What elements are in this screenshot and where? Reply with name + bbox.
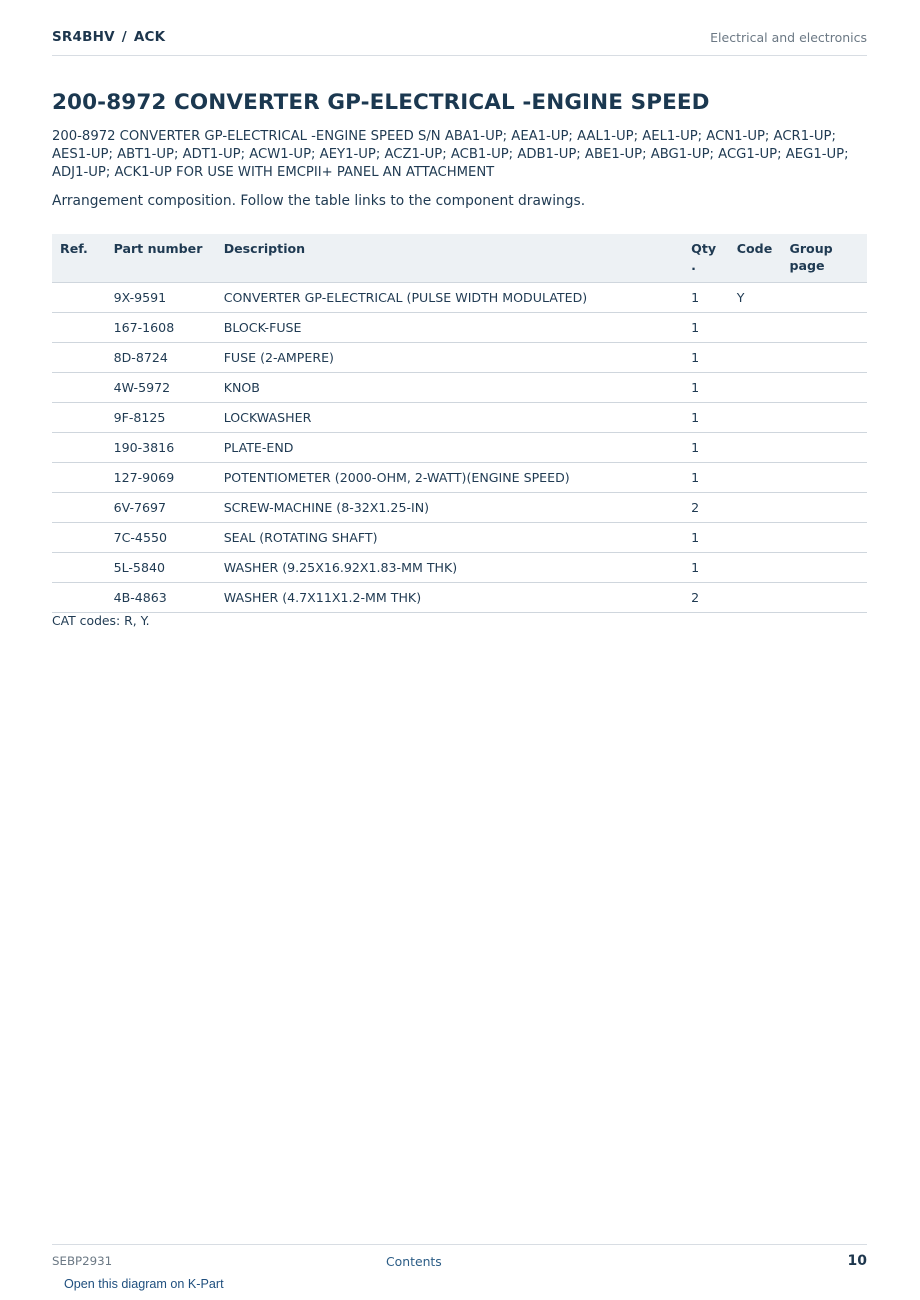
cell-part-number: 7C-4550 [114,523,224,553]
cell-ref [52,583,114,613]
page-number: 10 [847,1253,867,1269]
cell-description: LOCKWASHER [224,403,691,433]
cell-group-page [790,343,868,373]
table-row [52,523,867,553]
cell-code [737,403,790,433]
table-row [52,583,867,613]
breadcrumb-model: SR4BHV [52,29,115,45]
page-title: 200-8972 CONVERTER GP-ELECTRICAL -ENGINE SPEED [52,90,710,115]
cell-code [737,433,790,463]
parts-table-header [52,234,867,283]
serial-applicability: 200-8972 CONVERTER GP-ELECTRICAL -ENGINE SPEED S/N ABA1-UP; AEA1-UP; AAL1-UP; AEL1-UP; ACN1-UP; ACR1-UP; AES1-UP; ABT1-UP; ADT1-UP; ACW1-UP; AEY1-UP; ACZ1-UP; ACB1-UP; ADB1-UP; ABE1-UP; ABG1-UP; ACG1-UP; AEG1-UP; ADJ1-UP; ACK1-UP FOR USE WITH EMCPII+ PANEL AN ATTACHMENT [52,129,849,180]
cell-part-number: 190-3816 [114,433,224,463]
cell-code [737,313,790,343]
cell-description: KNOB [224,373,691,403]
cell-qty: 2 [691,493,737,523]
cell-code: Y [737,283,790,313]
cell-group-page [790,523,868,553]
cell-part-number: 6V-7697 [114,493,224,523]
breadcrumb-arrangement: ACK [133,29,166,45]
table-row [52,553,867,583]
table-row [52,283,867,313]
cell-qty: 1 [691,433,737,463]
parts-table [52,234,867,613]
cell-description: POTENTIOMETER (2000-OHM, 2-WATT)(ENGINE SPEED) [224,463,691,493]
header-qty [691,234,737,283]
header-group-page-label: Group page [789,241,833,273]
cell-qty: 1 [691,553,737,583]
cell-description: BLOCK-FUSE [224,313,691,343]
table-row [52,463,867,493]
cell-qty: 2 [691,583,737,613]
table-row [52,343,867,373]
cell-qty: 1 [691,403,737,433]
cell-part-number: 9F-8125 [114,403,224,433]
breadcrumb-separator: / [121,29,127,45]
cell-group-page [790,433,868,463]
cell-qty: 1 [691,313,737,343]
cell-code [737,373,790,403]
cell-group-page [790,373,868,403]
cell-ref [52,313,114,343]
open-kpart-link[interactable]: Open this diagram on K-Part [64,1277,224,1291]
cell-qty: 1 [691,373,737,403]
cat-codes: CAT codes: R, Y. [52,613,150,628]
cell-code [737,553,790,583]
cell-group-page [790,403,868,433]
table-row [52,493,867,523]
cell-code [737,463,790,493]
cell-code [737,343,790,373]
cell-part-number: 9X-9591 [114,283,224,313]
parts-table-body [52,283,867,613]
page [52,0,867,1300]
cell-qty: 1 [691,283,737,313]
cell-group-page [790,493,868,523]
cell-part-number: 4B-4863 [114,583,224,613]
cell-description: SCREW-MACHINE (8-32X1.25-IN) [224,493,691,523]
contents-link[interactable]: Contents [386,1254,442,1269]
table-row [52,403,867,433]
cell-ref [52,373,114,403]
intro-text: Arrangement composition. Follow the table links to the component drawings. [52,193,586,209]
cell-ref [52,493,114,523]
document-id: SEBP2931 [52,1254,113,1268]
cell-qty: 1 [691,523,737,553]
header-code: Code [737,234,790,283]
cell-description: WASHER (9.25X16.92X1.83-MM THK) [224,553,691,583]
table-row [52,313,867,343]
header-group-page [790,234,868,283]
cell-part-number: 167-1608 [114,313,224,343]
cell-code [737,523,790,553]
cell-description: SEAL (ROTATING SHAFT) [224,523,691,553]
cell-part-number: 4W-5972 [114,373,224,403]
cell-group-page [790,313,868,343]
cell-group-page [790,553,868,583]
cell-group-page [790,283,868,313]
cell-ref [52,343,114,373]
cell-ref [52,523,114,553]
cell-description: FUSE (2-AMPERE) [224,343,691,373]
section-name: Electrical and electronics [710,30,867,45]
cell-qty: 1 [691,463,737,493]
cell-description: WASHER (4.7X11X1.2-MM THK) [224,583,691,613]
cell-ref [52,283,114,313]
cell-description: PLATE-END [224,433,691,463]
header-qty-label: Qty . [691,241,717,273]
cell-part-number: 5L-5840 [114,553,224,583]
cell-ref [52,463,114,493]
cell-code [737,583,790,613]
table-row [52,433,867,463]
page-footer [52,1244,867,1291]
cell-qty: 1 [691,343,737,373]
page-header [52,28,867,56]
cell-ref [52,553,114,583]
header-ref: Ref. [52,234,114,283]
cell-group-page [790,583,868,613]
cell-code [737,493,790,523]
header-description: Description [224,234,691,283]
cell-ref [52,403,114,433]
header-part-number: Part number [114,234,224,283]
cell-ref [52,433,114,463]
cell-part-number: 8D-8724 [114,343,224,373]
table-row [52,373,867,403]
cell-description: CONVERTER GP-ELECTRICAL (PULSE WIDTH MODULATED) [224,283,691,313]
cell-part-number: 127-9069 [114,463,224,493]
cell-group-page [790,463,868,493]
breadcrumb [52,29,165,45]
